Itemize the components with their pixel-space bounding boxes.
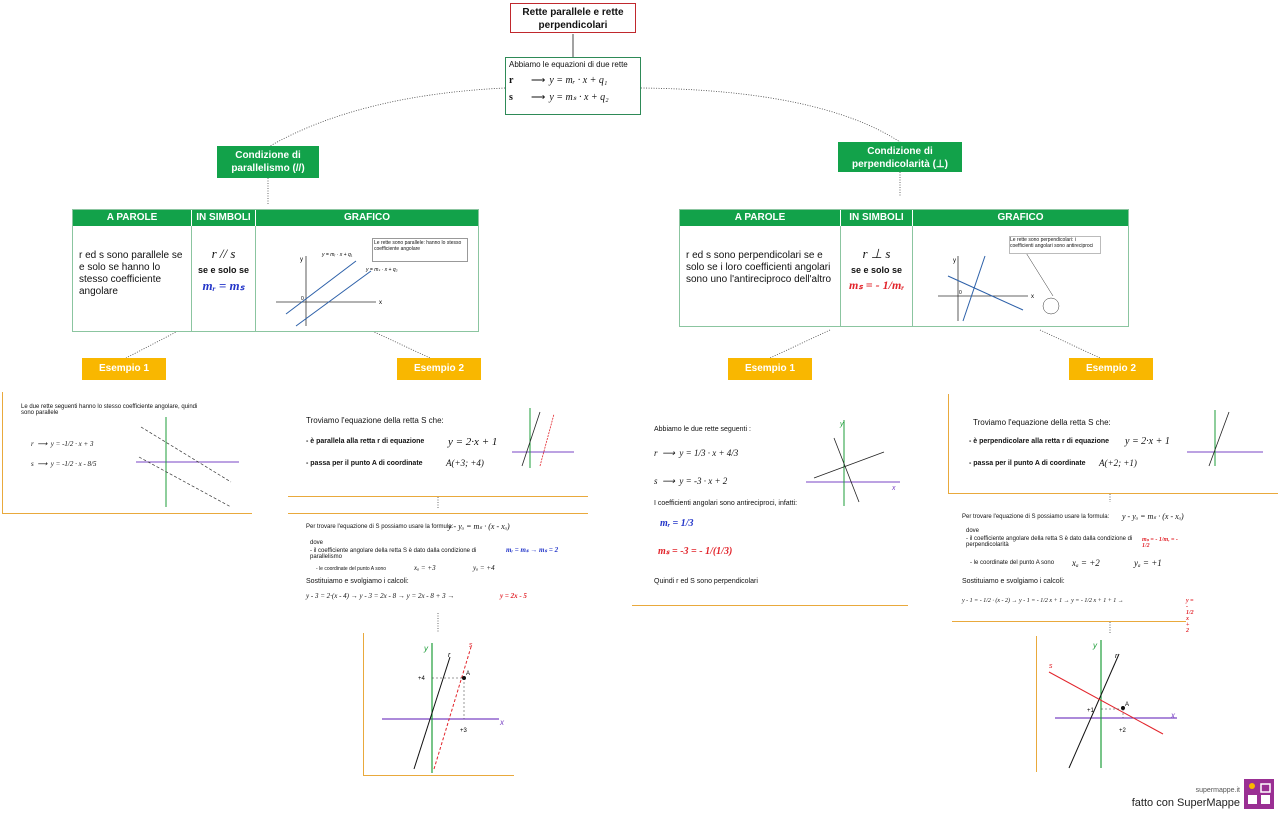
parallel-final-plus4: +4 <box>418 676 425 682</box>
perp-heading[interactable]: Condizione di perpendicolarità (⊥) <box>838 142 962 172</box>
parallel-ex2-mini-graph <box>510 404 576 470</box>
perp-ex1-axis-y: y <box>840 421 844 428</box>
perp-solution-card[interactable] <box>952 502 1194 634</box>
perp-ex2-ya: yₐ = +1 <box>1134 558 1162 568</box>
perp-final-graph-svg <box>1037 636 1187 772</box>
parallel-ex2-intro: Troviamo l'equazione della retta S che: <box>306 416 444 425</box>
arrow-right-icon: ⟶ <box>531 92 546 103</box>
perp-final-plus1: +1 <box>1087 708 1094 714</box>
perp-table-header <box>680 210 1128 226</box>
perp-ex2-subs: Sostituiamo e svolgiamo i calcoli: <box>962 578 1065 585</box>
parallel-table-header <box>73 210 478 226</box>
perp-final-A: A <box>1125 702 1130 708</box>
perp-col-words: A PAROLE <box>680 210 841 226</box>
perp-ex2-formula: y - yₐ = mₛ · (x - xₐ) <box>1122 512 1184 521</box>
perp-ex1-coef: I coefficienti angolari sono antireciproci, infatti: <box>654 500 798 507</box>
parallel-ex2-point: A(+3; +4) <box>446 458 484 468</box>
r-label: r ⟶ <box>654 448 680 458</box>
parallel-col-symbols: IN SIMBOLI <box>192 210 256 226</box>
perp-origin: 0 <box>959 290 962 296</box>
intro-s-label: s <box>509 92 513 103</box>
arrow-right-icon: ⟶ <box>531 75 546 86</box>
parallel-ex2-dove: dove <box>310 540 324 546</box>
parallel-ex2-eq1: y = 2·x + 1 <box>448 436 498 448</box>
parallel-ex2-xa: xₐ = +3 <box>414 564 436 572</box>
s-label: s ⟶ <box>654 476 680 486</box>
parallel-final-graph-svg <box>364 633 514 775</box>
parallel-example-1-label[interactable]: Esempio 1 <box>82 358 166 380</box>
parallel-ex2-result: y = 2x - 5 <box>500 592 527 600</box>
parallel-axis-y: y <box>300 257 303 263</box>
supermappe-logo-icon[interactable] <box>1244 779 1274 809</box>
parallel-final-s: s <box>469 642 473 649</box>
perp-ex2-cond1: - è perpendicolare alla retta r di equazione <box>969 438 1110 445</box>
perp-final-axis-x: x <box>1171 711 1175 720</box>
logo-glyph <box>1244 779 1274 809</box>
parallel-ex2-cond1: - è parallela alla retta r di equazione <box>306 438 425 445</box>
intro-equations-node[interactable] <box>505 57 641 115</box>
parallel-heading[interactable]: Condizione di parallelismo (//) <box>217 146 319 178</box>
perp-final-graph[interactable] <box>1036 636 1187 772</box>
perp-ex2-result: y = - 1/2 x + 2 <box>1186 598 1194 634</box>
s-label: s ⟶ <box>31 460 51 468</box>
parallel-table[interactable] <box>72 209 479 332</box>
perp-table[interactable] <box>679 209 1129 327</box>
perp-words: r ed s sono perpendicolari se e solo se i loro coefficienti angolari sono uno l'antireciproco dell'altro <box>680 226 841 326</box>
perp-ex2-point: A(+2; +1) <box>1099 458 1137 468</box>
parallel-final-A: A <box>466 671 471 677</box>
perp-final-axis-y: y <box>1093 641 1097 650</box>
perp-ex2-eq1: y = 2·x + 1 <box>1125 436 1170 447</box>
parallel-ex1-r-eq: y = -1/2 · x + 3 <box>50 440 94 448</box>
perp-final-plus2: +2 <box>1119 728 1126 734</box>
perp-ex1-end: Quindi r ed S sono perpendicolari <box>654 578 758 585</box>
perp-example-1-card[interactable] <box>632 396 908 606</box>
perp-ex1-text: Abbiamo le due rette seguenti : <box>654 426 751 433</box>
perp-ex2-formula-text: Per trovare l'equazione di S possiamo usare la formula: <box>962 514 1110 520</box>
perp-graph <box>913 226 1128 326</box>
perp-example-2-card[interactable] <box>948 394 1278 494</box>
parallel-ex1-s <box>31 460 97 468</box>
r-label: r ⟶ <box>31 440 51 448</box>
perp-col-symbols: IN SIMBOLI <box>841 210 913 226</box>
parallel-example-2-card[interactable] <box>288 392 588 497</box>
parallel-graph-note: Le rette sono parallele: hanno lo stesso coefficiente angolare <box>372 238 468 262</box>
parallel-solution-card[interactable] <box>288 513 588 613</box>
intro-s-eq: y = mₛ · x + q₂ <box>549 92 609 103</box>
parallel-example-2-label[interactable]: Esempio 2 <box>397 358 481 380</box>
perp-ex1-graph <box>804 418 904 508</box>
footer-site: supermappe.it <box>1195 787 1240 794</box>
perp-sym-cond: mₛ = - 1/mᵣ <box>849 278 904 292</box>
intro-r-label: r <box>509 75 514 86</box>
perp-axis-x: x <box>1031 294 1034 300</box>
perp-axis-y: y <box>953 258 956 264</box>
perp-ex1-s <box>654 476 727 487</box>
perp-ex2-intro: Troviamo l'equazione della retta S che: <box>973 418 1111 427</box>
intro-r-row <box>509 75 637 86</box>
parallel-ex2-coef-eq: mᵣ = mₛ → mₛ = 2 <box>506 546 559 554</box>
perp-final-s: s <box>1049 663 1053 670</box>
parallel-final-axis-y: y <box>424 644 428 653</box>
perp-ex1-r-eq: y = 1/3 · x + 4/3 <box>679 448 739 458</box>
parallel-example-1-card[interactable] <box>2 392 252 514</box>
parallel-col-graph: GRAFICO <box>343 212 391 223</box>
perp-ex1-s-eq: y = -3 · x + 2 <box>679 476 728 486</box>
perp-ex1-ms: mₛ = -3 = - 1/(1/3) <box>658 546 733 557</box>
parallel-ex1-s-eq: y = -1/2 · x - 8/5 <box>50 460 97 468</box>
perp-ex2-steps: y - 1 = - 1/2 · (x - 2) → y - 1 = - 1/2 x + 1 → y = - 1/2 x + 1 + 1 → <box>962 598 1124 604</box>
perp-ex2-coef-eq: mₛ = - 1/mᵣ = - 1/2 <box>1142 537 1178 549</box>
intro-text: Abbiamo le equazioni di due rette <box>509 60 628 69</box>
parallel-sym-cond: mᵣ = mₛ <box>202 278 245 293</box>
perp-table-body <box>680 226 1128 326</box>
perp-col-graph: GRAFICO <box>997 212 1044 223</box>
perp-ex2-mini-graph <box>1185 406 1265 468</box>
parallel-ex2-steps: y - 3 = 2·(x - 4) → y - 3 = 2x - 8 → y = 2x - 8 + 3 → <box>306 592 455 600</box>
parallel-final-plus3: +3 <box>460 728 467 734</box>
perp-ex2-coord: - le coordinate del punto A sono <box>970 560 1055 566</box>
perp-ex1-mr: mᵣ = 1/3 <box>660 518 694 529</box>
perp-ex2-dove: dove <box>966 528 980 534</box>
parallel-symbols <box>192 226 256 331</box>
parallel-ex2-coord: - le coordinate del punto A sono <box>316 566 387 572</box>
parallel-final-graph[interactable] <box>363 633 514 776</box>
intro-s-row <box>509 92 637 103</box>
parallel-origin: 0 <box>301 296 304 302</box>
footer-credit <box>1132 785 1240 809</box>
perp-sym-main: r ⊥ s <box>862 246 891 261</box>
perp-final-r: r <box>1115 653 1118 660</box>
parallel-graph-eq-s: y = mₛ · x + q₂ <box>366 267 398 273</box>
parallel-ex2-cond2: - passa per il punto A di coordinate <box>306 460 423 467</box>
map-title[interactable]: Rette parallele e rette perpendicolari <box>510 3 636 33</box>
parallel-graph-eq-r: y = mᵣ · x + q₁ <box>322 252 353 258</box>
parallel-graph <box>256 226 478 331</box>
parallel-ex2-formula-text: Per trovare l'equazione di S possiamo usare la formula: <box>306 524 454 530</box>
parallel-ex2-ya: yₐ = +4 <box>473 564 495 572</box>
parallel-axis-x: x <box>379 300 382 306</box>
perp-graph-note: Le rette sono perpendicolari: i coefficienti angolari sono antireciproci <box>1009 236 1101 254</box>
perp-ex1-r <box>654 448 738 459</box>
footer-made-with: fatto con SuperMappe <box>1131 797 1240 809</box>
parallel-sym-main: r // s <box>211 246 236 261</box>
perp-example-2-label[interactable]: Esempio 2 <box>1069 358 1153 380</box>
perp-example-1-label[interactable]: Esempio 1 <box>728 358 812 380</box>
parallel-ex1-r <box>31 440 93 448</box>
perp-symbols <box>841 226 913 326</box>
parallel-final-r: r <box>448 652 451 659</box>
parallel-ex2-formula: y - yₐ = mₛ · (x - xₐ) <box>448 522 510 531</box>
perp-ex2-coef: - il coefficiente angolare della retta S è dato dalla condizione di perpendicolarità <box>966 536 1133 548</box>
perp-ex2-xa: xₐ = +2 <box>1072 558 1100 568</box>
perp-ex1-axis-x: x <box>892 485 896 492</box>
parallel-sym-iff: se e solo se <box>197 265 250 275</box>
perp-sym-iff: se e solo se <box>850 265 903 275</box>
parallel-table-body <box>73 226 478 331</box>
intro-r-eq: y = mᵣ · x + q₁ <box>549 75 608 86</box>
parallel-ex1-graph <box>131 412 243 512</box>
parallel-ex2-coef: - il coefficiente angolare della retta S è dato dalla condizione di parallelismo <box>310 548 477 560</box>
parallel-ex1-text: Le due rette seguenti hanno lo stesso coefficiente angolare, quindi sono parallele <box>21 404 198 416</box>
parallel-col-words: A PAROLE <box>73 210 192 226</box>
perp-ex2-cond2: - passa per il punto A di coordinate <box>969 460 1086 467</box>
parallel-final-axis-x: x <box>500 718 504 727</box>
parallel-ex2-subs: Sostituiamo e svolgiamo i calcoli: <box>306 578 409 585</box>
parallel-words: r ed s sono parallele se e solo se hanno lo stesso coefficiente angolare <box>73 226 192 331</box>
